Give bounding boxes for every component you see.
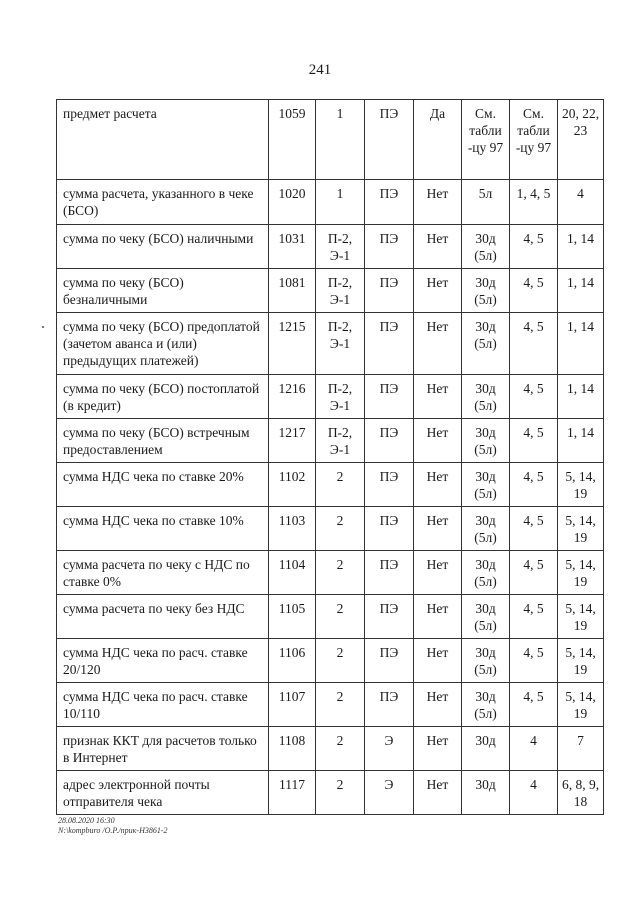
cell-code: 1106: [269, 639, 316, 683]
table-row: [57, 683, 604, 727]
table-row: [57, 727, 604, 771]
cell-name: сумма по чеку (БСО) наличными: [57, 225, 269, 269]
cell-code: 1117: [269, 771, 316, 815]
cell-type: ПЭ: [365, 595, 414, 639]
cell-code: 1081: [269, 269, 316, 313]
cell-form: 2: [316, 595, 365, 639]
cell-print: 30д (5л): [462, 463, 510, 507]
cell-name: сумма по чеку (БСО) встречным предоставлением: [57, 419, 269, 463]
cell-notes: 1, 14: [558, 375, 604, 419]
cell-fn: 4: [510, 727, 558, 771]
cell-notes: 1, 14: [558, 225, 604, 269]
cell-print: 30д (5л): [462, 551, 510, 595]
cell-mandatory: Нет: [414, 727, 462, 771]
cell-mandatory: Нет: [414, 313, 462, 375]
cell-type: ПЭ: [365, 375, 414, 419]
cell-code: 1108: [269, 727, 316, 771]
page-number: 241: [308, 62, 332, 78]
cell-name: сумма НДС чека по расч. ставке 20/120: [57, 639, 269, 683]
cell-form: П-2, Э-1: [316, 269, 365, 313]
cell-name: сумма расчета, указанного в чеке (БСО): [57, 180, 269, 225]
cell-mandatory: Нет: [414, 375, 462, 419]
cell-type: ПЭ: [365, 639, 414, 683]
cell-form: П-2, Э-1: [316, 375, 365, 419]
cell-type: ПЭ: [365, 180, 414, 225]
cell-type: ПЭ: [365, 507, 414, 551]
table-row: [57, 639, 604, 683]
table-row: [57, 180, 604, 225]
cell-fn: 4, 5: [510, 269, 558, 313]
cell-code: 1104: [269, 551, 316, 595]
cell-form: 2: [316, 463, 365, 507]
cell-print: 5л: [462, 180, 510, 225]
cell-fn: 4, 5: [510, 225, 558, 269]
cell-print: 30д (5л): [462, 419, 510, 463]
cell-fn: 4, 5: [510, 595, 558, 639]
cell-code: 1102: [269, 463, 316, 507]
cell-name: сумма НДС чека по ставке 10%: [57, 507, 269, 551]
table-row: [57, 419, 604, 463]
table-row: [57, 269, 604, 313]
cell-name: сумма НДС чека по ставке 20%: [57, 463, 269, 507]
cell-notes: 5, 14, 19: [558, 507, 604, 551]
print-timestamp: 28.08.2020 16:30: [58, 816, 115, 825]
cell-name: предмет расчета: [57, 100, 269, 180]
cell-type: ПЭ: [365, 463, 414, 507]
cell-notes: 5, 14, 19: [558, 639, 604, 683]
cell-type: ПЭ: [365, 683, 414, 727]
cell-notes: 5, 14, 19: [558, 551, 604, 595]
cell-fn: 4, 5: [510, 419, 558, 463]
cell-type: Э: [365, 727, 414, 771]
cell-notes: 1, 14: [558, 419, 604, 463]
cell-form: 2: [316, 507, 365, 551]
cell-form: 2: [316, 727, 365, 771]
cell-mandatory: Нет: [414, 507, 462, 551]
cell-print: 30д (5л): [462, 375, 510, 419]
table-row: [57, 375, 604, 419]
cell-fn: См. табли -цу 97: [510, 100, 558, 180]
cell-code: 1031: [269, 225, 316, 269]
cell-mandatory: Нет: [414, 269, 462, 313]
cell-name: сумма НДС чека по расч. ставке 10/110: [57, 683, 269, 727]
cell-notes: 1, 14: [558, 269, 604, 313]
table-row: [57, 313, 604, 375]
cell-print: 30д: [462, 771, 510, 815]
cell-name: адрес электронной почты отправителя чека: [57, 771, 269, 815]
cell-code: 1216: [269, 375, 316, 419]
cell-mandatory: Нет: [414, 551, 462, 595]
cell-print: 30д (5л): [462, 595, 510, 639]
table-row: [57, 225, 604, 269]
cell-mandatory: Нет: [414, 419, 462, 463]
cell-mandatory: Нет: [414, 463, 462, 507]
cell-print: 30д (5л): [462, 269, 510, 313]
cell-mandatory: Нет: [414, 639, 462, 683]
cell-form: 2: [316, 771, 365, 815]
cell-name: сумма по чеку (БСО) предоплатой (зачетом аванса и (или) предыдущих платежей): [57, 313, 269, 375]
cell-print: 30д (5л): [462, 639, 510, 683]
cell-code: 1215: [269, 313, 316, 375]
cell-form: 2: [316, 639, 365, 683]
cell-mandatory: Нет: [414, 683, 462, 727]
cell-code: 1103: [269, 507, 316, 551]
cell-notes: 5, 14, 19: [558, 595, 604, 639]
table-body: [57, 100, 604, 815]
cell-fn: 4, 5: [510, 683, 558, 727]
cell-type: ПЭ: [365, 419, 414, 463]
cell-notes: 7: [558, 727, 604, 771]
cell-form: 2: [316, 683, 365, 727]
cell-code: 1107: [269, 683, 316, 727]
cell-form: П-2, Э-1: [316, 419, 365, 463]
cell-mandatory: Нет: [414, 771, 462, 815]
cell-code: 1059: [269, 100, 316, 180]
cell-name: сумма расчета по чеку с НДС по ставке 0%: [57, 551, 269, 595]
cell-notes: 4: [558, 180, 604, 225]
cell-mandatory: Нет: [414, 180, 462, 225]
cell-form: 1: [316, 100, 365, 180]
cell-type: ПЭ: [365, 313, 414, 375]
document-footer: [58, 816, 168, 836]
cell-name: сумма по чеку (БСО) постоплатой (в кредит): [57, 375, 269, 419]
cell-fn: 4: [510, 771, 558, 815]
cell-name: признак ККТ для расчетов только в Интернет: [57, 727, 269, 771]
cell-fn: 4, 5: [510, 507, 558, 551]
table-row: [57, 100, 604, 180]
cell-notes: 5, 14, 19: [558, 683, 604, 727]
cell-fn: 4, 5: [510, 551, 558, 595]
cell-mandatory: Нет: [414, 595, 462, 639]
cell-notes: 5, 14, 19: [558, 463, 604, 507]
cell-print: 30д (5л): [462, 683, 510, 727]
cell-mandatory: Да: [414, 100, 462, 180]
cell-form: 1: [316, 180, 365, 225]
table-row: [57, 551, 604, 595]
cell-notes: 1, 14: [558, 313, 604, 375]
cell-form: П-2, Э-1: [316, 225, 365, 269]
cell-type: ПЭ: [365, 225, 414, 269]
cell-form: 2: [316, 551, 365, 595]
cell-print: 30д (5л): [462, 313, 510, 375]
cell-print: См. табли -цу 97: [462, 100, 510, 180]
cell-code: 1105: [269, 595, 316, 639]
cell-print: 30д (5л): [462, 225, 510, 269]
cell-name: сумма расчета по чеку без НДС: [57, 595, 269, 639]
table-row: [57, 771, 604, 815]
cell-name: сумма по чеку (БСО) безналичными: [57, 269, 269, 313]
cell-mandatory: Нет: [414, 225, 462, 269]
scan-speck: [42, 326, 44, 328]
cell-fn: 4, 5: [510, 375, 558, 419]
file-path: N:\kompburo /О.Р./прик-Н3861-2: [58, 826, 168, 835]
cell-code: 1020: [269, 180, 316, 225]
table-row: [57, 595, 604, 639]
cell-fn: 1, 4, 5: [510, 180, 558, 225]
cell-type: ПЭ: [365, 551, 414, 595]
cell-print: 30д: [462, 727, 510, 771]
cell-type: ПЭ: [365, 100, 414, 180]
cell-code: 1217: [269, 419, 316, 463]
cell-notes: 20, 22, 23: [558, 100, 604, 180]
table-row: [57, 463, 604, 507]
cell-print: 30д (5л): [462, 507, 510, 551]
cell-fn: 4, 5: [510, 313, 558, 375]
table-row: [57, 507, 604, 551]
cell-type: Э: [365, 771, 414, 815]
cell-form: П-2, Э-1: [316, 313, 365, 375]
cell-fn: 4, 5: [510, 463, 558, 507]
cell-notes: 6, 8, 9, 18: [558, 771, 604, 815]
cell-fn: 4, 5: [510, 639, 558, 683]
fiscal-requisites-table: [56, 99, 604, 815]
cell-type: ПЭ: [365, 269, 414, 313]
